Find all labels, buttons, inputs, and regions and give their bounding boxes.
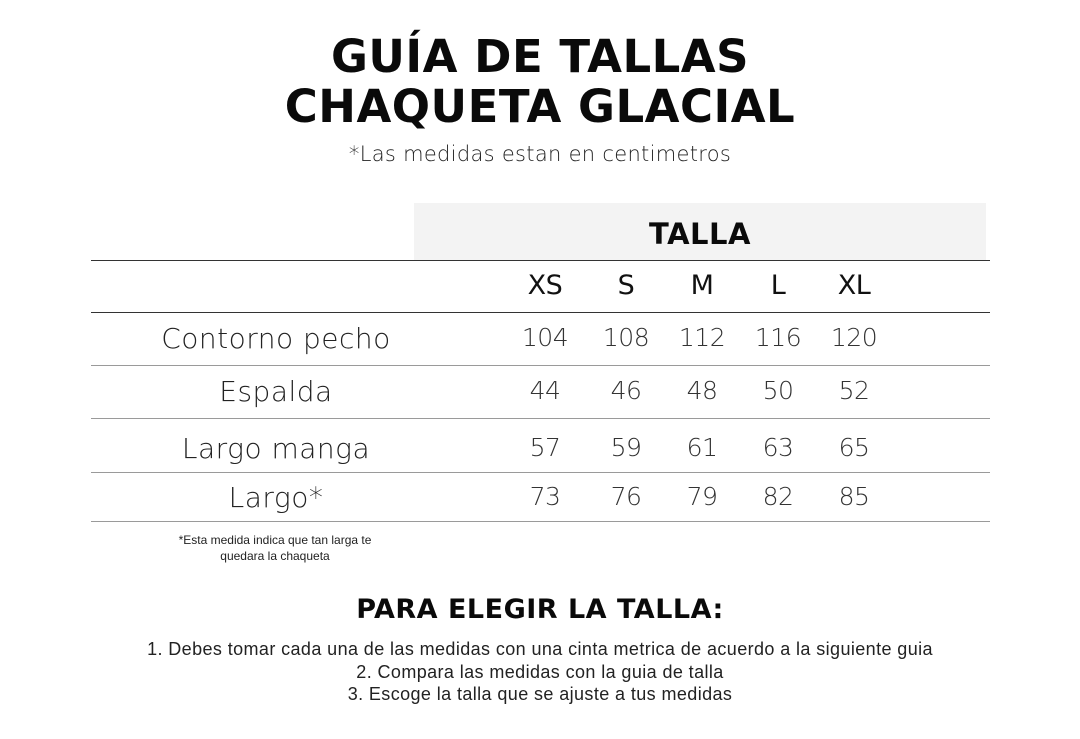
table-cell: 85 [838,482,870,511]
units-note: *Las medidas estan en centimetros [348,142,732,166]
row-label-largo: Largo* [228,481,324,514]
table-cell: 79 [686,482,718,511]
table-divider [91,472,990,473]
instruction-step-3: 3. Escoge la talla que se ajuste a tus medidas [347,684,733,704]
table-cell: 120 [830,323,878,352]
table-cell: 65 [838,433,870,462]
row-label-espalda: Espalda [219,375,333,408]
table-footnote [150,532,400,564]
page-title-line-2: CHAQUETA GLACIAL [284,80,796,133]
instructions-title: PARA ELEGIR LA TALLA: [356,594,724,625]
table-divider [91,312,990,313]
size-header-xl: XL [837,270,871,301]
page-title-line-1: GUÍA DE TALLAS [330,30,750,83]
table-cell: 104 [521,323,569,352]
table-cell: 48 [686,376,718,405]
table-cell: 112 [678,323,726,352]
table-cell: 52 [838,376,870,405]
size-header-xs: XS [527,270,563,301]
instruction-step-2: 2. Compara las medidas con la guia de talla [356,661,724,682]
table-cell: 63 [762,433,794,462]
instruction-step-1: 1. Debes tomar cada una de las medidas con una cinta metrica de acuerdo a la siguiente guia [147,639,933,659]
table-cell: 76 [610,482,642,511]
table-cell: 59 [610,433,642,462]
row-label-largo-manga: Largo manga [181,432,371,465]
table-divider [91,418,990,419]
size-header-s: S [617,270,635,301]
table-divider [91,260,990,261]
table-cell: 116 [754,323,802,352]
table-cell: 44 [529,376,561,405]
size-header-l: L [770,270,786,301]
size-header-m: M [690,270,714,301]
footnote-line-2: quedara la chaqueta [220,549,330,563]
size-group-header [414,203,986,260]
table-cell: 108 [602,323,650,352]
table-divider [91,365,990,366]
table-cell: 57 [529,433,561,462]
table-cell: 82 [762,482,794,511]
footnote-line-1: *Esta medida indica que tan larga te [178,533,372,547]
size-group-label: TALLA [649,216,751,251]
table-cell: 50 [762,376,794,405]
table-cell: 61 [686,433,718,462]
table-divider [91,521,990,522]
instructions-list [0,638,1080,706]
table-cell: 46 [610,376,642,405]
row-label-contorno-pecho: Contorno pecho [161,322,391,355]
table-cell: 73 [529,482,561,511]
